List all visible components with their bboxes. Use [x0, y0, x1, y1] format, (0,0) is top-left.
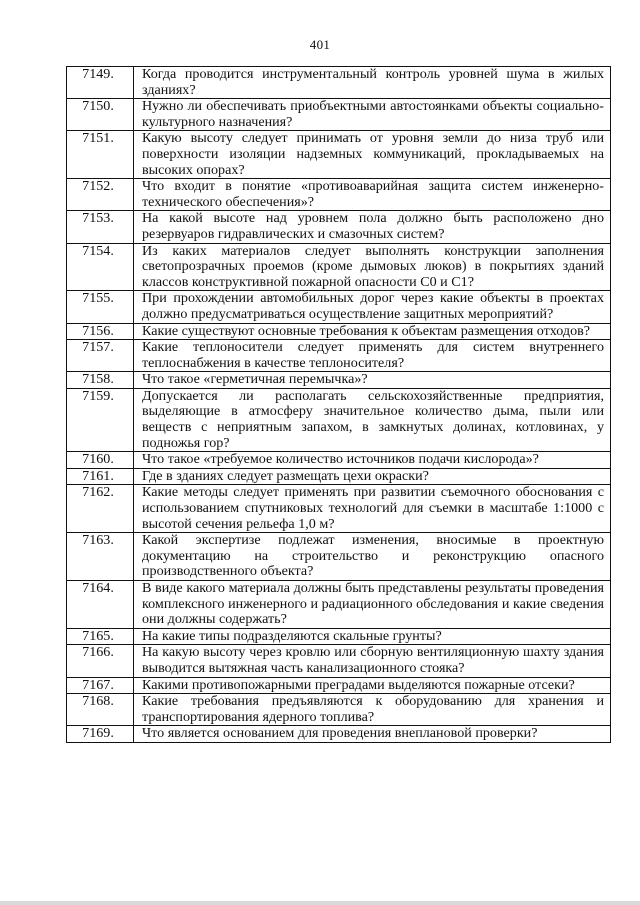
question-number: 7155.: [67, 291, 134, 323]
question-row: [67, 452, 611, 469]
question-number: 7149.: [67, 67, 134, 99]
question-number: 7160.: [67, 452, 134, 469]
question-number: 7164.: [67, 581, 134, 629]
question-row: [67, 179, 611, 211]
question-number: 7157.: [67, 340, 134, 372]
question-text: Какими противопожарными преградами выделяются пожарные отсеки?: [134, 677, 611, 694]
question-text: Что является основанием для проведения внеплановой проверки?: [134, 726, 611, 743]
question-text: Допускается ли располагать сельскохозяйственные предприятия, выделяющие в атмосферу значительное количество дыма, пыли или веществ с неприятным запахом, в замкнутых долинах, котловинах, у подножья гор?: [134, 388, 611, 451]
question-row: [67, 291, 611, 323]
question-number: 7168.: [67, 694, 134, 726]
question-row: [67, 694, 611, 726]
question-number: 7153.: [67, 211, 134, 243]
question-text: На какой высоте над уровнем пола должно быть расположено дно резервуаров гидравлических и смазочных систем?: [134, 211, 611, 243]
question-number: 7151.: [67, 131, 134, 179]
question-number: 7166.: [67, 645, 134, 677]
question-text: Какие требования предъявляются к оборудованию для хранения и транспортирования ядерного топлива?: [134, 694, 611, 726]
question-number: 7154.: [67, 243, 134, 291]
question-number: 7159.: [67, 388, 134, 451]
question-text: Нужно ли обеспечивать приобъектными автостоянками объекты социально-культурного назначения?: [134, 99, 611, 131]
question-text: Из каких материалов следует выполнять конструкции заполнения светопрозрачных проемов (кроме дымовых люков) в покрытиях зданий классов конструктивной пожарной опасности С0 и С1?: [134, 243, 611, 291]
question-row: [67, 323, 611, 340]
question-number: 7158.: [67, 372, 134, 389]
question-text: Какую высоту следует принимать от уровня земли до низа труб или поверхности изоляции надземных коммуникаций, прокладываемых на высоких опорах?: [134, 131, 611, 179]
question-number: 7165.: [67, 628, 134, 645]
question-row: [67, 372, 611, 389]
question-text: Какой экспертизе подлежат изменения, вносимые в проектную документацию на строительство и реконструкцию опасного производственного объекта?: [134, 533, 611, 581]
question-row: [67, 99, 611, 131]
question-row: [67, 468, 611, 485]
question-row: [67, 628, 611, 645]
questions-table: [66, 66, 611, 743]
scan-bottom-edge: [0, 901, 640, 905]
question-text: Что входит в понятие «противоаварийная защита систем инженерно-технического обеспечения»?: [134, 179, 611, 211]
question-row: [67, 340, 611, 372]
page-number: 401: [309, 37, 331, 52]
question-number: 7169.: [67, 726, 134, 743]
question-text: Когда проводится инструментальный контроль уровней шума в жилых зданиях?: [134, 67, 611, 99]
question-row: [67, 677, 611, 694]
question-row: [67, 533, 611, 581]
question-text: Что такое «требуемое количество источников подачи кислорода»?: [134, 452, 611, 469]
question-text: Какие методы следует применять при развитии съемочного обоснования с использованием спутниковых технологий для съемки в масштабе 1:1000 с высотой сечения рельефа 1,0 м?: [134, 485, 611, 533]
question-number: 7163.: [67, 533, 134, 581]
question-number: 7161.: [67, 468, 134, 485]
question-number: 7167.: [67, 677, 134, 694]
question-number: 7162.: [67, 485, 134, 533]
question-row: [67, 131, 611, 179]
question-text: Что такое «герметичная перемычка»?: [134, 372, 611, 389]
question-text: Где в зданиях следует размещать цехи окраски?: [134, 468, 611, 485]
question-row: [67, 581, 611, 629]
question-row: [67, 726, 611, 743]
question-row: [67, 388, 611, 451]
question-row: [67, 243, 611, 291]
question-row: [67, 485, 611, 533]
question-text: На какую высоту через кровлю или сборную вентиляционную шахту здания выводится вытяжная часть канализационного стояка?: [134, 645, 611, 677]
question-row: [67, 211, 611, 243]
question-row: [67, 645, 611, 677]
question-text: Какие существуют основные требования к объектам размещения отходов?: [134, 323, 611, 340]
questions-table-body: [67, 67, 611, 743]
question-row: [67, 67, 611, 99]
question-number: 7150.: [67, 99, 134, 131]
question-number: 7156.: [67, 323, 134, 340]
question-text: В виде какого материала должны быть представлены результаты проведения комплексного инженерного и радиационного обследования и какие сведения они должны содержать?: [134, 581, 611, 629]
question-number: 7152.: [67, 179, 134, 211]
question-text: Какие теплоносители следует применять для систем внутреннего теплоснабжения в качестве теплоносителя?: [134, 340, 611, 372]
question-text: На какие типы подразделяются скальные грунты?: [134, 628, 611, 645]
question-text: При прохождении автомобильных дорог через какие объекты в проектах должно предусматриваться осуществление защитных мероприятий?: [134, 291, 611, 323]
